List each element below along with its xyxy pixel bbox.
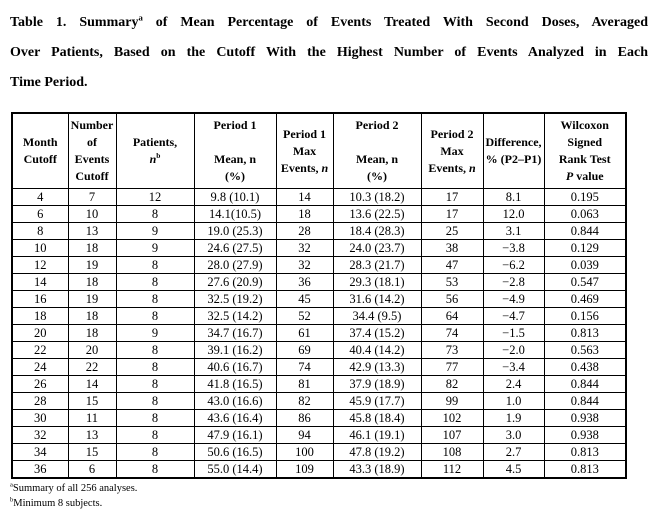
title-line-2: Over Patients, Based on the Cutoff With the Highest Number of Events Analyzed in Each — [10, 45, 648, 60]
cell-p1-mean: 50.6 (16.5) — [194, 444, 276, 461]
cell-wilcoxon-p: 0.813 — [544, 325, 626, 342]
cell-p2-mean: 28.3 (21.7) — [333, 257, 421, 274]
cell-p2-mean: 18.4 (28.3) — [333, 223, 421, 240]
cell-p2-mean: 40.4 (14.2) — [333, 342, 421, 359]
cell-month-cutoff: 26 — [12, 376, 68, 393]
cell-patients-n: 8 — [116, 342, 194, 359]
cell-p2-max-events: 112 — [421, 461, 483, 479]
cell-events-cutoff: 18 — [68, 308, 116, 325]
cell-difference: −4.9 — [483, 291, 544, 308]
cell-patients-n: 8 — [116, 206, 194, 223]
cell-patients-n: 8 — [116, 257, 194, 274]
cell-p2-max-events: 74 — [421, 325, 483, 342]
cell-patients-n: 12 — [116, 189, 194, 206]
cell-p1-mean: 9.8 (10.1) — [194, 189, 276, 206]
title-line-1: Table 1. Summary$^a$ of Mean Percentage of Events Treated With Second Doses, Averaged — [10, 12, 648, 30]
cell-p1-mean: 47.9 (16.1) — [194, 427, 276, 444]
cell-p1-max-events: 82 — [276, 393, 333, 410]
column-header-month-cutoff: Month Cutoff — [12, 113, 68, 189]
cell-p2-max-events: 107 — [421, 427, 483, 444]
cell-patients-n: 8 — [116, 427, 194, 444]
cell-events-cutoff: 20 — [68, 342, 116, 359]
table-row-month-28 — [12, 393, 626, 410]
cell-p2-mean: 10.3 (18.2) — [333, 189, 421, 206]
column-header-wilcoxon-p: Wilcoxon Signed Rank Test P value — [544, 113, 626, 189]
cell-difference: 8.1 — [483, 189, 544, 206]
cell-p2-mean: 43.3 (18.9) — [333, 461, 421, 479]
cell-p1-max-events: 36 — [276, 274, 333, 291]
cell-difference: −2.8 — [483, 274, 544, 291]
cell-events-cutoff: 14 — [68, 376, 116, 393]
cell-patients-n: 8 — [116, 359, 194, 376]
cell-p1-mean: 32.5 (14.2) — [194, 308, 276, 325]
cell-p2-mean: 37.4 (15.2) — [333, 325, 421, 342]
cell-events-cutoff: 6 — [68, 461, 116, 479]
cell-p2-max-events: 64 — [421, 308, 483, 325]
cell-p1-max-events: 28 — [276, 223, 333, 240]
cell-month-cutoff: 8 — [12, 223, 68, 240]
cell-p2-max-events: 25 — [421, 223, 483, 240]
cell-p2-mean: 45.8 (18.4) — [333, 410, 421, 427]
cell-wilcoxon-p: 0.563 — [544, 342, 626, 359]
column-header-events-cutoff: Number of Events Cutoff — [68, 113, 116, 189]
cell-difference: 3.0 — [483, 427, 544, 444]
cell-wilcoxon-p: 0.844 — [544, 393, 626, 410]
cell-p2-max-events: 17 — [421, 189, 483, 206]
cell-events-cutoff: 15 — [68, 444, 116, 461]
cell-p1-mean: 34.7 (16.7) — [194, 325, 276, 342]
column-header-p2-max-events: Period 2 Max Events, n — [421, 113, 483, 189]
cell-month-cutoff: 20 — [12, 325, 68, 342]
cell-p2-mean: 31.6 (14.2) — [333, 291, 421, 308]
table-row-month-26 — [12, 376, 626, 393]
footnotes — [10, 481, 648, 511]
cell-patients-n: 8 — [116, 444, 194, 461]
table-header — [12, 113, 626, 189]
table-row-month-12 — [12, 257, 626, 274]
cell-wilcoxon-p: 0.547 — [544, 274, 626, 291]
cell-patients-n: 9 — [116, 223, 194, 240]
cell-events-cutoff: 15 — [68, 393, 116, 410]
cell-patients-n: 8 — [116, 291, 194, 308]
cell-month-cutoff: 4 — [12, 189, 68, 206]
cell-events-cutoff: 7 — [68, 189, 116, 206]
cell-p1-max-events: 109 — [276, 461, 333, 479]
cell-difference: 1.9 — [483, 410, 544, 427]
column-header-p1-mean: Period 1 Mean, n (%) — [194, 113, 276, 189]
table-row-month-22 — [12, 342, 626, 359]
table-row-month-30 — [12, 410, 626, 427]
cell-wilcoxon-p: 0.195 — [544, 189, 626, 206]
cell-month-cutoff: 22 — [12, 342, 68, 359]
table-row-month-8 — [12, 223, 626, 240]
cell-p2-max-events: 99 — [421, 393, 483, 410]
cell-patients-n: 8 — [116, 274, 194, 291]
cell-p2-mean: 47.8 (19.2) — [333, 444, 421, 461]
cell-p2-max-events: 102 — [421, 410, 483, 427]
table-row-month-4 — [12, 189, 626, 206]
cell-wilcoxon-p: 0.063 — [544, 206, 626, 223]
cell-wilcoxon-p: 0.438 — [544, 359, 626, 376]
cell-p1-max-events: 18 — [276, 206, 333, 223]
cell-patients-n: 9 — [116, 240, 194, 257]
cell-p1-max-events: 32 — [276, 257, 333, 274]
cell-difference: −2.0 — [483, 342, 544, 359]
cell-p2-mean: 46.1 (19.1) — [333, 427, 421, 444]
column-header-p1-max-events: Period 1 Max Events, n — [276, 113, 333, 189]
cell-p1-mean: 55.0 (14.4) — [194, 461, 276, 479]
cell-month-cutoff: 32 — [12, 427, 68, 444]
cell-p1-max-events: 14 — [276, 189, 333, 206]
cell-difference: −1.5 — [483, 325, 544, 342]
cell-difference: 2.7 — [483, 444, 544, 461]
cell-p2-mean: 24.0 (23.7) — [333, 240, 421, 257]
cell-p2-mean: 45.9 (17.7) — [333, 393, 421, 410]
cell-difference: 3.1 — [483, 223, 544, 240]
cell-p1-max-events: 45 — [276, 291, 333, 308]
cell-p1-mean: 19.0 (25.3) — [194, 223, 276, 240]
cell-patients-n: 8 — [116, 461, 194, 479]
table-row-month-16 — [12, 291, 626, 308]
summary-table — [11, 112, 627, 479]
cell-difference: −6.2 — [483, 257, 544, 274]
cell-p1-max-events: 100 — [276, 444, 333, 461]
cell-p2-max-events: 38 — [421, 240, 483, 257]
cell-month-cutoff: 16 — [12, 291, 68, 308]
table-row-month-24 — [12, 359, 626, 376]
cell-p2-mean: 42.9 (13.3) — [333, 359, 421, 376]
table-row-month-18 — [12, 308, 626, 325]
cell-p2-mean: 34.4 (9.5) — [333, 308, 421, 325]
cell-difference: 2.4 — [483, 376, 544, 393]
cell-events-cutoff: 10 — [68, 206, 116, 223]
cell-p1-mean: 39.1 (16.2) — [194, 342, 276, 359]
cell-wilcoxon-p: 0.129 — [544, 240, 626, 257]
cell-month-cutoff: 10 — [12, 240, 68, 257]
cell-events-cutoff: 13 — [68, 223, 116, 240]
cell-difference: 1.0 — [483, 393, 544, 410]
cell-p1-max-events: 32 — [276, 240, 333, 257]
cell-month-cutoff: 14 — [12, 274, 68, 291]
cell-p1-mean: 43.0 (16.6) — [194, 393, 276, 410]
cell-events-cutoff: 11 — [68, 410, 116, 427]
cell-p1-mean: 43.6 (16.4) — [194, 410, 276, 427]
cell-p1-max-events: 86 — [276, 410, 333, 427]
cell-wilcoxon-p: 0.844 — [544, 223, 626, 240]
cell-wilcoxon-p: 0.938 — [544, 410, 626, 427]
cell-p1-mean: 14.1(10.5) — [194, 206, 276, 223]
cell-month-cutoff: 24 — [12, 359, 68, 376]
cell-patients-n: 8 — [116, 393, 194, 410]
cell-wilcoxon-p: 0.813 — [544, 444, 626, 461]
cell-p1-mean: 28.0 (27.9) — [194, 257, 276, 274]
cell-difference: −3.8 — [483, 240, 544, 257]
cell-p2-max-events: 47 — [421, 257, 483, 274]
cell-p2-max-events: 53 — [421, 274, 483, 291]
cell-month-cutoff: 18 — [12, 308, 68, 325]
footnote-a: $^a$Summary of all 256 analyses. — [10, 481, 138, 494]
cell-p1-max-events: 61 — [276, 325, 333, 342]
cell-patients-n: 9 — [116, 325, 194, 342]
cell-month-cutoff: 34 — [12, 444, 68, 461]
table-row-month-20 — [12, 325, 626, 342]
table-row-month-6 — [12, 206, 626, 223]
cell-p1-max-events: 52 — [276, 308, 333, 325]
cell-month-cutoff: 12 — [12, 257, 68, 274]
cell-p2-max-events: 77 — [421, 359, 483, 376]
cell-p1-mean: 40.6 (16.7) — [194, 359, 276, 376]
cell-events-cutoff: 19 — [68, 291, 116, 308]
cell-month-cutoff: 28 — [12, 393, 68, 410]
cell-p1-mean: 32.5 (19.2) — [194, 291, 276, 308]
table-row-month-14 — [12, 274, 626, 291]
cell-wilcoxon-p: 0.156 — [544, 308, 626, 325]
cell-wilcoxon-p: 0.039 — [544, 257, 626, 274]
cell-p2-mean: 37.9 (18.9) — [333, 376, 421, 393]
table-row-month-10 — [12, 240, 626, 257]
cell-patients-n: 8 — [116, 308, 194, 325]
cell-p2-mean: 13.6 (22.5) — [333, 206, 421, 223]
cell-p2-max-events: 108 — [421, 444, 483, 461]
table-row-month-32 — [12, 427, 626, 444]
cell-events-cutoff: 18 — [68, 240, 116, 257]
table-title — [10, 8, 648, 98]
footnote-b: $^b$Minimum 8 subjects. — [10, 496, 103, 509]
cell-p2-max-events: 17 — [421, 206, 483, 223]
cell-difference: 12.0 — [483, 206, 544, 223]
cell-wilcoxon-p: 0.813 — [544, 461, 626, 479]
column-header-patients-n: Patients, $n^b$ — [116, 113, 194, 189]
cell-p2-max-events: 73 — [421, 342, 483, 359]
cell-events-cutoff: 19 — [68, 257, 116, 274]
cell-events-cutoff: 13 — [68, 427, 116, 444]
table-row-month-36 — [12, 461, 626, 479]
cell-month-cutoff: 36 — [12, 461, 68, 479]
cell-difference: −3.4 — [483, 359, 544, 376]
cell-p1-max-events: 81 — [276, 376, 333, 393]
cell-p2-mean: 29.3 (18.1) — [333, 274, 421, 291]
cell-wilcoxon-p: 0.844 — [544, 376, 626, 393]
table-row-month-34 — [12, 444, 626, 461]
cell-p1-max-events: 69 — [276, 342, 333, 359]
cell-patients-n: 8 — [116, 376, 194, 393]
cell-p1-mean: 27.6 (20.9) — [194, 274, 276, 291]
title-line-3: Time Period. — [10, 75, 88, 90]
cell-p1-mean: 41.8 (16.5) — [194, 376, 276, 393]
column-header-difference: Difference, % (P2–P1) — [483, 113, 544, 189]
cell-patients-n: 8 — [116, 410, 194, 427]
cell-p2-max-events: 82 — [421, 376, 483, 393]
table-body — [12, 189, 626, 479]
cell-p2-max-events: 56 — [421, 291, 483, 308]
cell-p1-max-events: 74 — [276, 359, 333, 376]
cell-p1-mean: 24.6 (27.5) — [194, 240, 276, 257]
header-row — [12, 113, 626, 189]
column-header-p2-mean: Period 2 Mean, n (%) — [333, 113, 421, 189]
cell-month-cutoff: 30 — [12, 410, 68, 427]
cell-wilcoxon-p: 0.469 — [544, 291, 626, 308]
cell-events-cutoff: 22 — [68, 359, 116, 376]
cell-events-cutoff: 18 — [68, 325, 116, 342]
cell-difference: −4.7 — [483, 308, 544, 325]
cell-month-cutoff: 6 — [12, 206, 68, 223]
cell-p1-max-events: 94 — [276, 427, 333, 444]
cell-events-cutoff: 18 — [68, 274, 116, 291]
cell-wilcoxon-p: 0.938 — [544, 427, 626, 444]
cell-difference: 4.5 — [483, 461, 544, 479]
